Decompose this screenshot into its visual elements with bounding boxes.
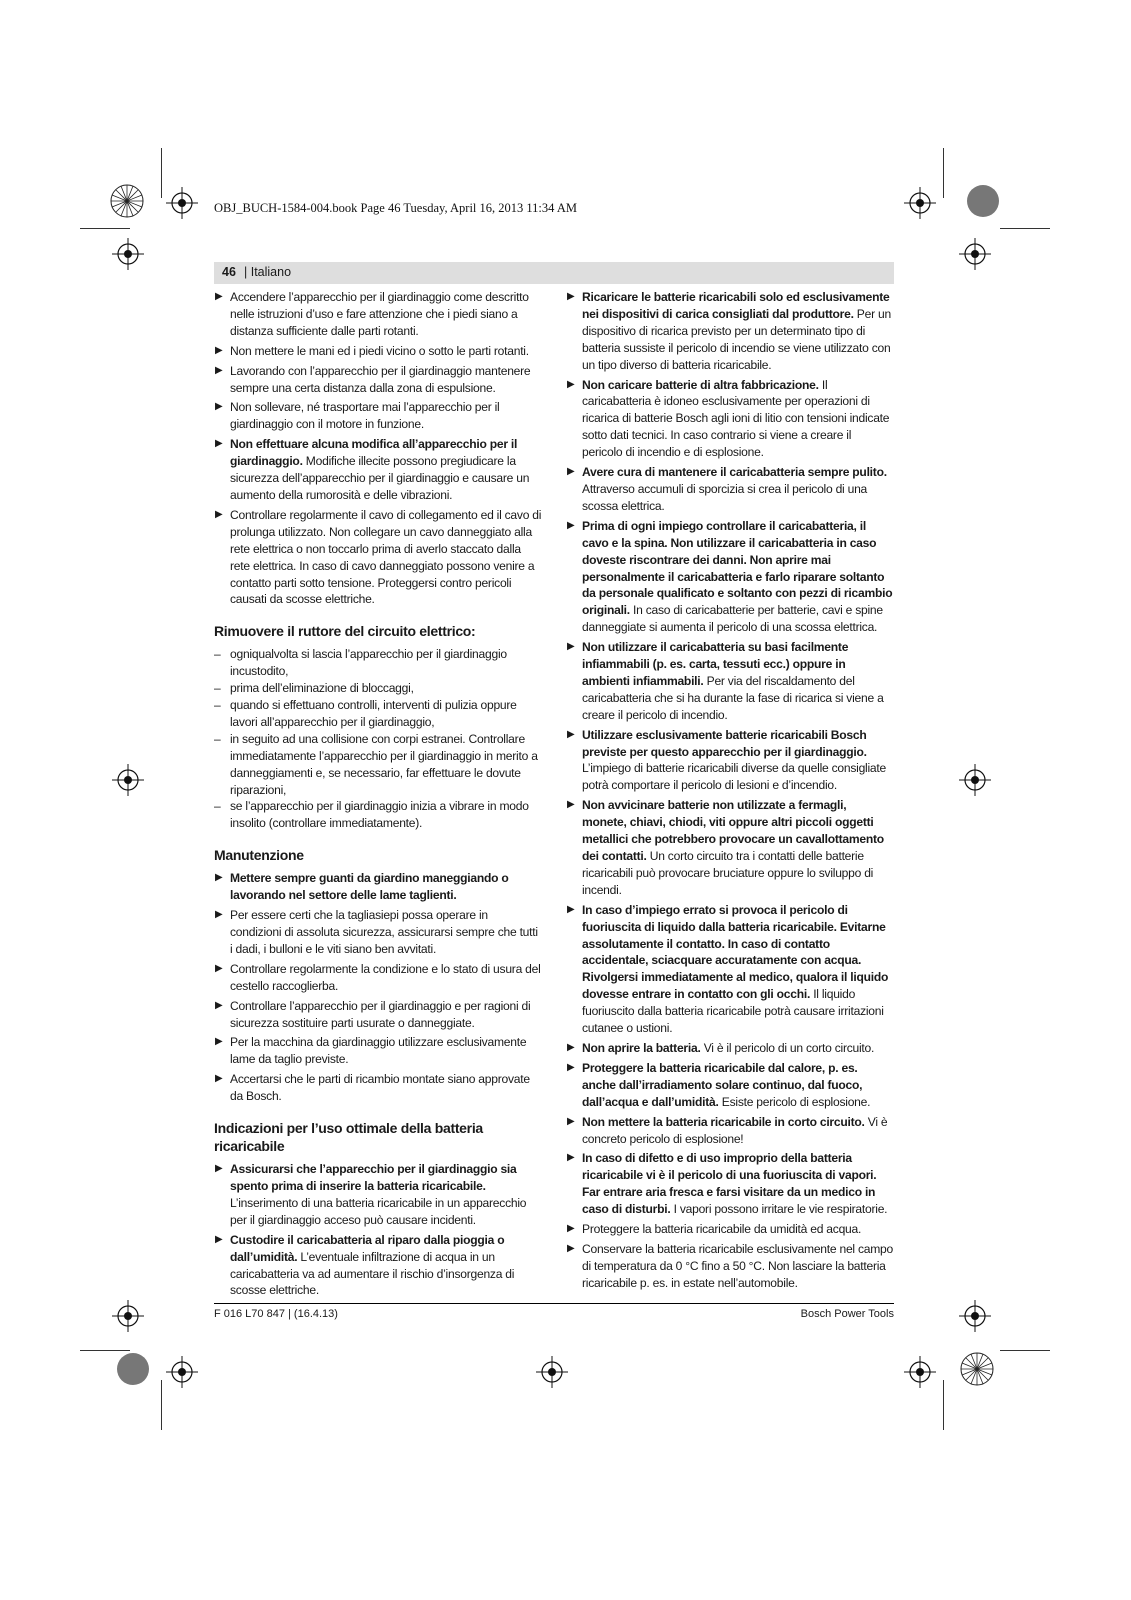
item-text: Esiste pericolo di esplosione.: [718, 1094, 871, 1109]
safety-list: [214, 289, 542, 608]
language-label: | Italiano: [244, 265, 292, 279]
item-text: L’inserimento di una batteria ricaricabile in un apparecchio per il giardinaggio acceso può causare incidenti.: [230, 1195, 527, 1227]
list-item: [214, 1071, 542, 1105]
dash-bullet-icon: –: [214, 698, 221, 713]
item-text: Proteggere la batteria ricaricabile da umidità ed acqua.: [582, 1222, 862, 1237]
item-bold-text: Non effettuare alcuna modifica all’apparecchio per il giardinaggio.: [230, 437, 518, 469]
item-text: I vapori possono irritare le vie respiratorie.: [670, 1202, 888, 1217]
triangle-bullet-icon: ▶: [567, 291, 575, 302]
item-text: ogniqualvolta si lascia l’apparecchio per il giardinaggio incustodito,: [230, 647, 507, 679]
item-text: in seguito ad una collisione con corpi estranei. Controllare immediatamente l’apparecchio per il giardinaggio in merito a danneggiamenti e, se necessario, far effettuare le dovute riparazioni,: [230, 731, 538, 797]
triangle-bullet-icon: ▶: [215, 1163, 223, 1175]
list-item: [566, 518, 894, 636]
triangle-bullet-icon: ▶: [215, 364, 223, 376]
list-item: [214, 870, 542, 904]
triangle-bullet-icon: ▶: [215, 1036, 223, 1048]
triangle-bullet-icon: ▶: [567, 1152, 575, 1164]
dash-item: [214, 731, 542, 799]
triangle-bullet-icon: ▶: [215, 508, 223, 520]
page-header: [214, 262, 894, 284]
list-item: [214, 289, 542, 340]
list-item: [566, 639, 894, 724]
dash-item: [214, 680, 542, 697]
list-item: [214, 399, 542, 433]
item-text: Controllare regolarmente la condizione e lo stato di usura del cestello raccoglierba.: [230, 961, 541, 993]
list-item: [566, 1060, 894, 1111]
list-item: [566, 1114, 894, 1148]
list-item: [214, 1232, 542, 1300]
triangle-bullet-icon: ▶: [567, 799, 575, 811]
item-bold-text: Non utilizzare il caricabatteria su basi facilmente infiammabili (p. es. carta, tessuti ecc.) oppure in ambienti infiammabili.: [582, 640, 849, 688]
right-column: [566, 289, 894, 1295]
list-item: [566, 377, 894, 462]
triangle-bullet-icon: ▶: [215, 872, 223, 884]
item-bold-text: Assicurarsi che l’apparecchio per il giardinaggio sia spento prima di inserire la batteria ricaricabile.: [230, 1162, 517, 1193]
triangle-bullet-icon: ▶: [215, 999, 223, 1011]
section-title: Indicazioni per l’uso ottimale della batteria ricaricabile: [214, 1120, 483, 1155]
crosshair-mark-icon: [955, 1296, 995, 1336]
list-item: [566, 727, 894, 795]
maintenance-list: [214, 870, 542, 1105]
item-bold-text: Mettere sempre guanti da giardino maneggiando o lavorando nel settore delle lame taglienti.: [230, 871, 509, 903]
dash-item: [214, 646, 542, 680]
item-text: L’impiego di batterie ricaricabili diverse da quelle consigliate potrà comportare il pericolo di lesioni e d’incendio.: [582, 761, 886, 793]
list-item: [566, 1241, 894, 1292]
section-title: Rimuovere il ruttore del circuito elettrico:: [214, 623, 476, 640]
item-text: se l’apparecchio per il giardinaggio inizia a vibrare in modo insolito (controllare immediatamente).: [230, 799, 529, 831]
footer-divider: [214, 1303, 894, 1304]
list-item: [214, 961, 542, 995]
item-text: quando si effettuano controlli, interventi di pulizia oppure lavori all’apparecchio per il giardinaggio,: [230, 698, 517, 729]
list-item: [214, 1161, 542, 1229]
crosshair-mark-icon: [108, 234, 148, 274]
item-text: Lavorando con l’apparecchio per il giardinaggio mantenere sempre una certa distanza dalla zona di espulsione.: [230, 363, 531, 395]
item-text: Vi è concreto pericolo di esplosione!: [582, 1114, 888, 1146]
dash-bullet-icon: –: [214, 681, 221, 696]
crosshair-mark-icon: [162, 183, 202, 223]
item-text: Controllare l’apparecchio per il giardinaggio e per ragioni di sicurezza sostituire parti usurate o danneggiate.: [230, 998, 531, 1030]
triangle-bullet-icon: ▶: [215, 401, 223, 413]
triangle-bullet-icon: ▶: [567, 641, 575, 653]
list-item: [566, 1040, 894, 1057]
registration-mark-icon: [102, 176, 152, 226]
triangle-bullet-icon: ▶: [567, 519, 575, 531]
item-text: Accendere l’apparecchio per il giardinaggio come descritto nelle istruzioni d’uso e fare attenzione che i piedi siano a distanza sufficiente dalle parti rotanti.: [230, 290, 529, 338]
crop-line: [943, 1380, 944, 1430]
item-text: Vi è il pericolo di un corto circuito.: [700, 1040, 875, 1055]
crosshair-mark-icon: [955, 760, 995, 800]
list-item: [214, 1034, 542, 1068]
crop-line: [943, 148, 944, 198]
crosshair-mark-icon: [532, 1352, 572, 1392]
crop-line: [80, 228, 130, 229]
item-text: L’eventuale infiltrazione di acqua in un caricabatteria va ad aumentare il rischio d’insorgenza di scosse elettriche.: [230, 1249, 515, 1298]
list-item: [214, 363, 542, 397]
item-text: Attraverso accumuli di sporcizia si crea il pericolo di una scossa elettrica.: [582, 481, 868, 513]
dash-bullet-icon: –: [214, 731, 221, 746]
crosshair-mark-icon: [108, 760, 148, 800]
list-item: [214, 343, 542, 360]
triangle-bullet-icon: ▶: [567, 466, 575, 478]
crop-line: [1000, 228, 1050, 229]
language-text: Italiano: [250, 265, 292, 279]
triangle-bullet-icon: ▶: [567, 1041, 575, 1053]
left-column: [214, 289, 542, 1302]
crosshair-mark-icon: [900, 1352, 940, 1392]
item-bold-text: Ricaricare le batterie ricaricabili solo ed esclusivamente nei dispositivi di carica consigliati dal produttore.: [582, 290, 890, 321]
triangle-bullet-icon: ▶: [215, 438, 223, 450]
crop-line: [1000, 1350, 1050, 1351]
book-info-line: OBJ_BUCH-1584-004.book Page 46 Tuesday, April 16, 2013 11:34 AM: [214, 201, 577, 215]
triangle-bullet-icon: ▶: [215, 344, 223, 356]
registration-mark-icon: [952, 1344, 1002, 1394]
crosshair-mark-icon: [108, 1296, 148, 1336]
battery-list: [214, 1161, 542, 1299]
item-text: Non mettere le mani ed i piedi vicino o sotto le parti rotanti.: [230, 343, 529, 358]
list-item: [566, 464, 894, 515]
item-text: Per essere certi che la tagliasiepi possa operare in condizioni di assoluta sicurezza, assicurarsi sempre che tutti i dadi, i bulloni e le viti siano ben avvitati.: [230, 908, 538, 956]
item-text: Controllare regolarmente il cavo di collegamento ed il cavo di prolunga utilizzato. Non collegare un cavo danneggiato alla rete elettrica o non toccarlo prima di averlo staccato dalla rete elettrica. In caso di cavo danneggiato possono venire a contatto parti sotto tensione. Proteggersi contro pericoli causati da scosse elettriche.: [230, 507, 542, 607]
footer-brand: Bosch Power Tools: [800, 1308, 894, 1320]
triangle-bullet-icon: ▶: [215, 962, 223, 974]
item-text: Per un dispositivo di ricarica previsto per un determinato tipo di batteria sussiste il pericolo di incendio se viene utilizzato con un tipo diverso di batteria ricaricabile.: [582, 306, 891, 372]
registration-mark-icon: [108, 1344, 158, 1394]
list-item: [566, 902, 894, 1037]
dash-item: [214, 798, 542, 832]
item-text: Il caricabatteria è idoneo esclusivamente per operazioni di ricarica di batterie Bosch agli ioni di litio con tensioni indicate sotto dati tecnici. In caso contrario si viene a creare il pericolo di incendio e di esplosione.: [582, 377, 890, 460]
list-item: [566, 289, 894, 374]
list-item: [214, 907, 542, 958]
triangle-bullet-icon: ▶: [567, 1115, 575, 1127]
triangle-bullet-icon: ▶: [567, 1061, 575, 1073]
item-bold-text: Utilizzare esclusivamente batterie ricaricabili Bosch previste per questo apparecchio per il giardinaggio.: [582, 727, 867, 759]
triangle-bullet-icon: ▶: [567, 903, 575, 915]
item-bold-text: Non avvicinare batterie non utilizzate a fermagli, monete, chiavi, chiodi, viti oppure altri piccoli oggetti metallici che potrebbero provocare un cavallottamento dei contatti.: [582, 798, 884, 863]
item-bold-text: In caso di difetto e di uso improprio della batteria ricaricabile vi è il pericolo di una fuoriuscita di vapori. Far entrare aria fresca e farsi visitare da un medico in caso di disturbi.: [582, 1151, 877, 1217]
item-text: In caso di caricabatterie per batterie, cavi e spine danneggiate si aumenta il pericolo di una scossa elettrica.: [582, 603, 883, 635]
item-text: Un corto circuito tra i contatti delle batterie ricaricabili può provocare bruciature oppure lo sviluppo di incendi.: [582, 849, 874, 897]
item-bold-text: Prima di ogni impiego controllare il caricabatteria, il cavo e la spina. Non utilizzare il caricabatteria in caso doveste riscontrare dei danni. Non aprire mai personalmente il caricabatteria e farlo riparare soltanto da personale qualificato e soltanto con pezzi di ricambio originali.: [582, 518, 893, 618]
item-text: Non sollevare, né trasportare mai l’apparecchio per il giardinaggio con il motore in funzione.: [230, 400, 500, 432]
item-text: prima dell’eliminazione di bloccaggi,: [230, 681, 414, 696]
dash-bullet-icon: –: [214, 799, 221, 814]
item-text: Per via del riscaldamento del caricabatteria che si ha durante la fase di ricarica si viene a creare il pericolo di incendio.: [582, 673, 884, 722]
crosshair-mark-icon: [955, 234, 995, 274]
crosshair-mark-icon: [900, 183, 940, 223]
list-item: [214, 998, 542, 1032]
item-bold-text: Proteggere la batteria ricaricabile dal calore, p. es. anche dall’irradiamento solare continuo, dal fuoco, dall’acqua e dall’umidità.: [582, 1060, 863, 1109]
item-bold-text: Non aprire la batteria.: [582, 1040, 701, 1055]
list-item: [566, 797, 894, 898]
triangle-bullet-icon: ▶: [215, 1233, 223, 1245]
item-bold-text: Avere cura di mantenere il caricabatteria sempre pulito.: [582, 465, 887, 480]
item-bold-text: Non caricare batterie di altra fabbricazione.: [582, 377, 819, 392]
footer-doc-id: F 016 L70 847 | (16.4.13): [214, 1308, 338, 1320]
item-bold-text: Custodire il caricabatteria al riparo dalla pioggia o dall’umidità.: [230, 1232, 505, 1264]
item-bold-text: In caso d’impiego errato si provoca il pericolo di fuoriuscita di liquido dalla batteria ricaricabile. Evitarne assolutamente il contatto. In caso di contatto accidentale, sciacquare accuratamente con acqua. Rivolgersi immediatamente al medico, qualora il liquido dovesse entrare in contatto con gli occhi.: [582, 902, 889, 1002]
list-item: [566, 1150, 894, 1218]
item-text: Il liquido fuoriuscito dalla batteria ricaricabile potrà causare irritazioni cutanee o ustioni.: [582, 987, 884, 1036]
battery-safety-list: [566, 289, 894, 1292]
triangle-bullet-icon: ▶: [567, 378, 575, 390]
triangle-bullet-icon: ▶: [567, 1223, 575, 1235]
list-item: [566, 1221, 894, 1238]
dash-item: [214, 697, 542, 731]
triangle-bullet-icon: ▶: [215, 909, 223, 921]
section-title: Manutenzione: [214, 847, 304, 864]
dash-bullet-icon: –: [214, 647, 221, 662]
dash-list: [214, 646, 542, 832]
triangle-bullet-icon: ▶: [567, 1242, 575, 1254]
page-number: 46: [222, 265, 236, 279]
item-text: Modifiche illecite possono pregiudicare la sicurezza dell’apparecchio per il giardinaggio e causare un aumento della rumorosità e delle vibrazioni.: [230, 454, 530, 502]
crosshair-mark-icon: [162, 1352, 202, 1392]
item-text: Accertarsi che le parti di ricambio montate siano approvate da Bosch.: [230, 1072, 530, 1104]
item-bold-text: Non mettere la batteria ricaricabile in corto circuito.: [582, 1114, 865, 1129]
item-text: Per la macchina da giardinaggio utilizzare esclusivamente lame da taglio previste.: [230, 1035, 527, 1067]
list-item: [214, 436, 542, 504]
triangle-bullet-icon: ▶: [215, 1073, 223, 1085]
triangle-bullet-icon: ▶: [215, 291, 223, 302]
item-text: Conservare la batteria ricaricabile esclusivamente nel campo di temperatura da 0 °C fino a 50 °C. Non lasciare la batteria ricaricabile p. es. in estate nell’automobile.: [582, 1241, 894, 1290]
list-item: [214, 507, 542, 608]
triangle-bullet-icon: ▶: [567, 728, 575, 740]
registration-mark-icon: [958, 176, 1008, 226]
